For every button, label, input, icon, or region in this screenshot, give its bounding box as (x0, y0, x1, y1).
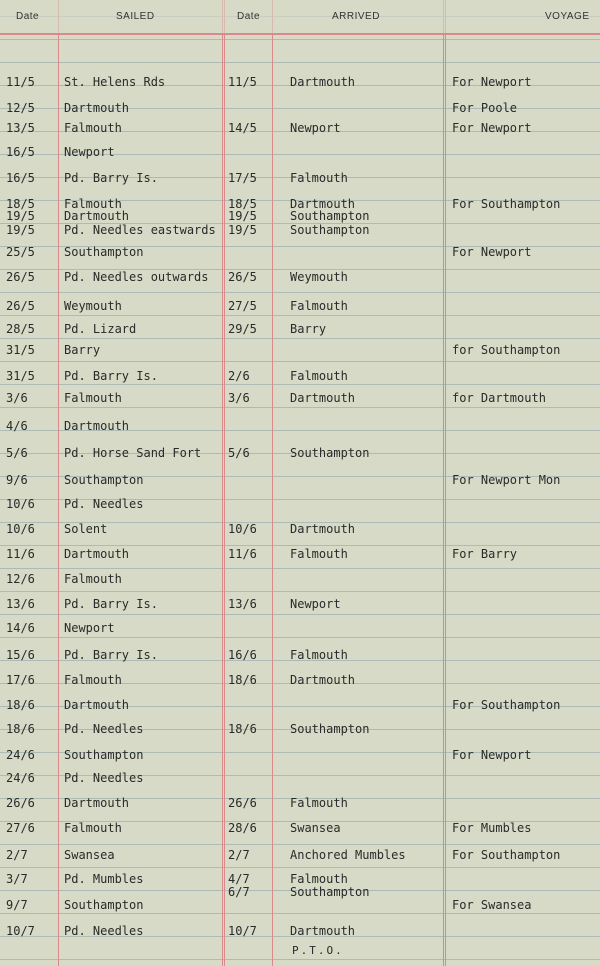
arrived-place: Southampton (290, 722, 370, 736)
voyage-note: For Mumbles (452, 821, 532, 835)
header-date-sailed: Date (16, 11, 40, 22)
voyage-note: For Newport Mon (452, 473, 561, 487)
arrived-date: 19/5 (228, 209, 257, 223)
sailed-date: 31/5 (6, 343, 35, 357)
sailed-date: 19/5 (6, 223, 35, 237)
arrived-place: Barry (290, 322, 327, 336)
sailed-date: 25/5 (6, 245, 35, 259)
sailed-place: Barry (64, 343, 101, 357)
arrived-place: Weymouth (290, 270, 348, 284)
sailed-date: 11/5 (6, 75, 35, 89)
header-arrived: ARRIVED (332, 11, 380, 22)
table-row (0, 848, 600, 868)
arrived-date: 4/7 (228, 872, 250, 886)
table-row (0, 322, 600, 342)
arrived-place: Falmouth (290, 547, 348, 561)
arrived-place: Dartmouth (290, 924, 356, 938)
table-row (0, 597, 600, 617)
table-row (0, 343, 600, 363)
arrived-date: 13/6 (228, 597, 257, 611)
sailed-place: Pd. Lizard (64, 322, 137, 336)
arrived-place: Dartmouth (290, 197, 356, 211)
sailed-date: 9/6 (6, 473, 28, 487)
sailed-date: 13/5 (6, 121, 35, 135)
sailed-date: 12/5 (6, 101, 35, 115)
voyage-note: For Swansea (452, 898, 532, 912)
sailed-place: Southampton (64, 473, 144, 487)
table-row (0, 223, 600, 243)
arrived-place: Falmouth (290, 171, 348, 185)
table-row (0, 75, 600, 95)
header-voyage: VOYAGE (545, 11, 590, 22)
sailed-date: 27/6 (6, 821, 35, 835)
arrived-date: 3/6 (228, 391, 250, 405)
table-row (0, 419, 600, 439)
sailed-date: 18/6 (6, 722, 35, 736)
sailed-date: 3/7 (6, 872, 28, 886)
arrived-date: 27/5 (228, 299, 257, 313)
table-row (0, 473, 600, 493)
sailed-date: 9/7 (6, 898, 28, 912)
sailed-date: 16/5 (6, 145, 35, 159)
sailed-date: 10/6 (6, 522, 35, 536)
sailed-place: Southampton (64, 748, 144, 762)
sailed-place: Pd. Needles (64, 722, 144, 736)
table-row (0, 270, 600, 290)
sailed-place: Dartmouth (64, 209, 130, 223)
voyage-note: For Newport (452, 75, 532, 89)
table-row (0, 101, 600, 121)
table-row (0, 722, 600, 742)
arrived-date: 6/7 (228, 885, 250, 899)
sailed-place: Dartmouth (64, 101, 130, 115)
table-row (0, 547, 600, 567)
sailed-place: Pd. Needles (64, 924, 144, 938)
table-row (0, 821, 600, 841)
arrived-date: 28/6 (228, 821, 257, 835)
sailed-place: Dartmouth (64, 419, 130, 433)
arrived-date: 5/6 (228, 446, 250, 460)
table-row (0, 924, 600, 944)
sailed-place: Newport (64, 621, 115, 635)
table-row (0, 572, 600, 592)
arrived-date: 14/5 (228, 121, 257, 135)
arrived-place: Falmouth (290, 369, 348, 383)
sailed-date: 17/6 (6, 673, 35, 687)
sailed-date: 2/7 (6, 848, 28, 862)
header-sailed: SAILED (116, 11, 155, 22)
arrived-place: Southampton (290, 223, 370, 237)
sailed-place: Dartmouth (64, 698, 130, 712)
sailed-place: Pd. Barry Is. (64, 369, 158, 383)
sailed-date: 24/6 (6, 771, 35, 785)
sailed-date: 12/6 (6, 572, 35, 586)
arrived-place: Newport (290, 597, 341, 611)
arrived-date: 18/6 (228, 722, 257, 736)
arrived-date: 11/5 (228, 75, 257, 89)
arrived-date: 26/5 (228, 270, 257, 284)
sailed-place: Pd. Needles eastwards (64, 223, 216, 237)
sailed-date: 26/5 (6, 270, 35, 284)
sailed-place: Dartmouth (64, 547, 130, 561)
sailed-place: St. Helens Rds (64, 75, 166, 89)
sailed-date: 14/6 (6, 621, 35, 635)
table-row (0, 391, 600, 411)
table-row (0, 796, 600, 816)
sailed-date: 26/6 (6, 796, 35, 810)
arrived-place: Southampton (290, 209, 370, 223)
table-row (0, 748, 600, 768)
voyage-note: for Southampton (452, 343, 561, 357)
sailed-place: Falmouth (64, 673, 122, 687)
arrived-place: Newport (290, 121, 341, 135)
sailed-date: 18/5 (6, 197, 35, 211)
table-row (0, 245, 600, 265)
sailed-date: 19/5 (6, 209, 35, 223)
arrived-date: 2/7 (228, 848, 250, 862)
sailed-place: Pd. Needles outwards (64, 270, 209, 284)
table-row (0, 673, 600, 693)
table-row (0, 771, 600, 791)
table-row (0, 446, 600, 466)
arrived-place: Southampton (290, 885, 370, 899)
sailed-place: Pd. Barry Is. (64, 597, 158, 611)
sailed-date: 31/5 (6, 369, 35, 383)
voyage-note: For Barry (452, 547, 518, 561)
table-row (0, 145, 600, 165)
sailed-place: Weymouth (64, 299, 122, 313)
arrived-place: Anchored Mumbles (290, 848, 406, 862)
sailed-date: 11/6 (6, 547, 35, 561)
arrived-date: 10/7 (228, 924, 257, 938)
table-row (0, 698, 600, 718)
sailed-place: Southampton (64, 898, 144, 912)
voyage-note: For Southampton (452, 848, 561, 862)
table-row (0, 497, 600, 517)
table-row (0, 171, 600, 191)
arrived-place: Dartmouth (290, 75, 356, 89)
sailed-date: 10/6 (6, 497, 35, 511)
pto-note: P.T.O. (292, 944, 344, 957)
header-date-arrived: Date (237, 11, 261, 22)
arrived-place: Dartmouth (290, 522, 356, 536)
sailed-place: Falmouth (64, 391, 122, 405)
sailed-date: 13/6 (6, 597, 35, 611)
table-row (0, 369, 600, 389)
sailed-place: Falmouth (64, 197, 122, 211)
sailed-date: 24/6 (6, 748, 35, 762)
table-row (0, 648, 600, 668)
ledger-header (0, 0, 600, 35)
sailed-place: Pd. Horse Sand Fort (64, 446, 202, 460)
arrived-date: 18/5 (228, 197, 257, 211)
arrived-date: 19/5 (228, 223, 257, 237)
arrived-date: 18/6 (228, 673, 257, 687)
sailed-place: Pd. Needles (64, 497, 144, 511)
sailed-date: 16/5 (6, 171, 35, 185)
sailed-date: 18/6 (6, 698, 35, 712)
arrived-place: Falmouth (290, 796, 348, 810)
sailed-place: Pd. Mumbles (64, 872, 144, 886)
sailed-place: Pd. Barry Is. (64, 648, 158, 662)
voyage-note: For Poole (452, 101, 518, 115)
sailed-place: Swansea (64, 848, 115, 862)
arrived-date: 26/6 (228, 796, 257, 810)
sailed-date: 4/6 (6, 419, 28, 433)
sailed-place: Solent (64, 522, 108, 536)
sailed-place: Falmouth (64, 821, 122, 835)
table-row (0, 621, 600, 641)
arrived-place: Falmouth (290, 648, 348, 662)
table-row (0, 522, 600, 542)
arrived-date: 17/5 (228, 171, 257, 185)
sailed-place: Newport (64, 145, 115, 159)
table-row (0, 898, 600, 918)
voyage-note: for Dartmouth (452, 391, 546, 405)
voyage-note: For Southampton (452, 197, 561, 211)
sailed-place: Pd. Barry Is. (64, 171, 158, 185)
sailed-date: 15/6 (6, 648, 35, 662)
arrived-place: Dartmouth (290, 673, 356, 687)
sailed-place: Southampton (64, 245, 144, 259)
sailed-place: Dartmouth (64, 796, 130, 810)
arrived-place: Southampton (290, 446, 370, 460)
sailed-place: Falmouth (64, 572, 122, 586)
arrived-date: 2/6 (228, 369, 250, 383)
table-row (0, 121, 600, 141)
table-row (0, 299, 600, 319)
arrived-place: Falmouth (290, 872, 348, 886)
voyage-note: For Newport (452, 245, 532, 259)
sailed-date: 10/7 (6, 924, 35, 938)
arrived-place: Dartmouth (290, 391, 356, 405)
sailed-place: Pd. Needles (64, 771, 144, 785)
sailed-date: 28/5 (6, 322, 35, 336)
arrived-date: 29/5 (228, 322, 257, 336)
sailed-date: 5/6 (6, 446, 28, 460)
arrived-date: 10/6 (228, 522, 257, 536)
voyage-note: For Newport (452, 748, 532, 762)
voyage-note: For Southampton (452, 698, 561, 712)
sailed-date: 26/5 (6, 299, 35, 313)
sailed-place: Falmouth (64, 121, 122, 135)
arrived-place: Swansea (290, 821, 341, 835)
arrived-place: Falmouth (290, 299, 348, 313)
arrived-date: 16/6 (228, 648, 257, 662)
sailed-date: 3/6 (6, 391, 28, 405)
voyage-note: For Newport (452, 121, 532, 135)
arrived-date: 11/6 (228, 547, 257, 561)
